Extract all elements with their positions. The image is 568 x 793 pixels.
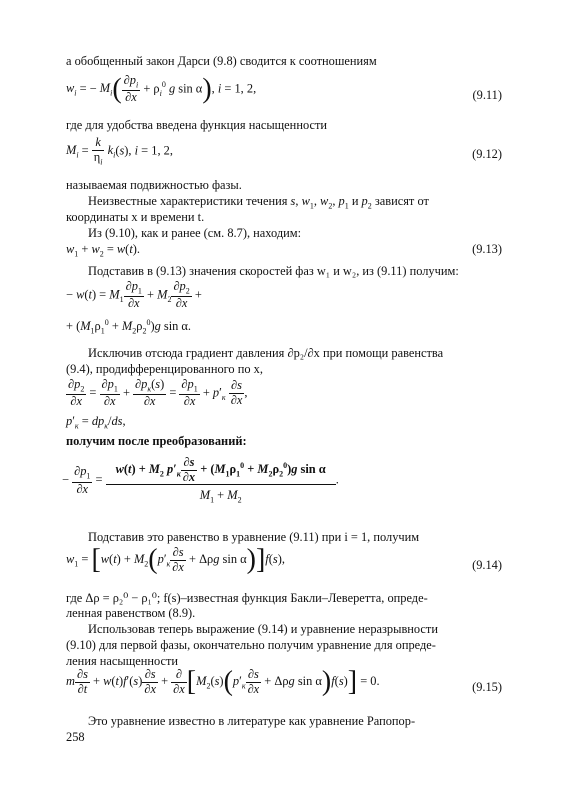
equation-number: (9.11) bbox=[472, 88, 502, 102]
equation-9-12: $M_i$ = $\frac{k}{\eta_i}$ $k_i(s)$, i = 1, 2, bbox=[66, 135, 173, 167]
text-line: (9.4), продифференцированного по x, bbox=[66, 362, 263, 376]
text-line: где Δρ = ρ₂⁰ − ρ₁⁰; f(s)–известная функция Бакли–Леверетта, опреде- bbox=[66, 591, 428, 605]
text-line: ленная равенством (8.9). bbox=[66, 606, 196, 620]
text-line: называемая подвижностью фазы. bbox=[66, 178, 242, 192]
equation-pk-def: $p'_к = dp_к/ds$, bbox=[66, 414, 126, 431]
text-line: ления насыщенности bbox=[66, 654, 179, 668]
text-line: получим после преобразований: bbox=[66, 434, 247, 448]
text-line: Подставив в (9.13) значения скоростей фаз w₁ и w₂, из (9.11) получим: bbox=[88, 264, 459, 278]
equation-9-13: $w_1 + w_2 = w(t)$. bbox=[66, 242, 140, 259]
equation-dp1-dx: − $\frac{\partial p_1}{\partial x}$ = $w(t) + M_2$ $p'_к$ $\frac{\partial s}{\partial x}$ + $(M_1\rho_1^0 + M_2\rho_2^0)g$ sin α $M_1 + M_2$ . bbox=[62, 455, 339, 505]
text-line: а обобщенный закон Дарси (9.8) сводится к соотношениям bbox=[66, 54, 377, 68]
text-line: Использовав теперь выражение (9.14) и уравнение неразрывности bbox=[88, 622, 438, 636]
text-line: Это уравнение известно в литературе как уравнение Рапопор- bbox=[88, 714, 416, 728]
page-number: 258 bbox=[66, 730, 85, 744]
equation-number: (9.15) bbox=[472, 680, 502, 694]
equation-sum: − $w(t) = M_1$ $\frac{\partial p_1}{\partial x}$ + $M_2$ $\frac{\partial p_2}{\partial x}$ + bbox=[66, 279, 202, 311]
equation-number: (9.12) bbox=[472, 147, 502, 161]
text-line: Исключив отсюда градиент давления ∂p₂/∂x при помощи равенства bbox=[88, 346, 444, 360]
equation-9-15: m $\frac{\partial s}{\partial t}$ + w(t)f′(s) $\frac{\partial s}{\partial x}$ + $\frac{\partial}{\partial x}$ [$M_2(s)(p'_к$ $\frac{\partial s}{\partial x}$ + Δρg sin α)f(s)] = 0. bbox=[66, 666, 380, 698]
equation-sum-continued: + $(M_1\rho_1^0 + M_2\rho_2^0)g$ sin α. bbox=[66, 318, 192, 336]
text-line: (9.10) для первой фазы, окончательно получим уравнение для опреде- bbox=[66, 638, 436, 652]
equation-9-14: $w_1 = [w(t) + M_2(p'_к$ $\frac{\partial s}{\partial x}$ + Δρg sin α)]f(s), bbox=[66, 544, 285, 576]
equation-number: (9.13) bbox=[472, 242, 502, 256]
equation-pressure-derivative: $\frac{\partial p_2}{\partial x}$ = $\frac{\partial p_1}{\partial x}$ + $\frac{\partial p_к(s)}{\partial x}$ = $\frac{\partial p_1}{\partial x}$ + $p'_к$ $\frac{\partial s}{\partial x}$ , bbox=[68, 377, 248, 409]
text-fragment: зависят от bbox=[374, 194, 429, 208]
text-line: где для удобства введена функция насыщенности bbox=[66, 118, 327, 132]
text-line: Неизвестные характеристики течения s, $w_1$, $w_2$, $p_1$ и $p_2$ зависят от bbox=[88, 194, 429, 211]
equation-9-11: $w_i$ = − $M_i$( $\frac{\partial p_i}{\partial x}$ + $\rho_i^0$ g sin α), i = 1, 2, bbox=[66, 73, 257, 105]
text-line: Подставив это равенство в уравнение (9.11) при i = 1, получим bbox=[88, 530, 420, 544]
text-line: координаты x и времени t. bbox=[66, 210, 205, 224]
text-line: Из (9.10), как и ранее (см. 8.7), находим: bbox=[88, 226, 302, 240]
equation-number: (9.14) bbox=[472, 558, 502, 572]
text-fragment: Неизвестные характеристики течения bbox=[88, 194, 291, 208]
